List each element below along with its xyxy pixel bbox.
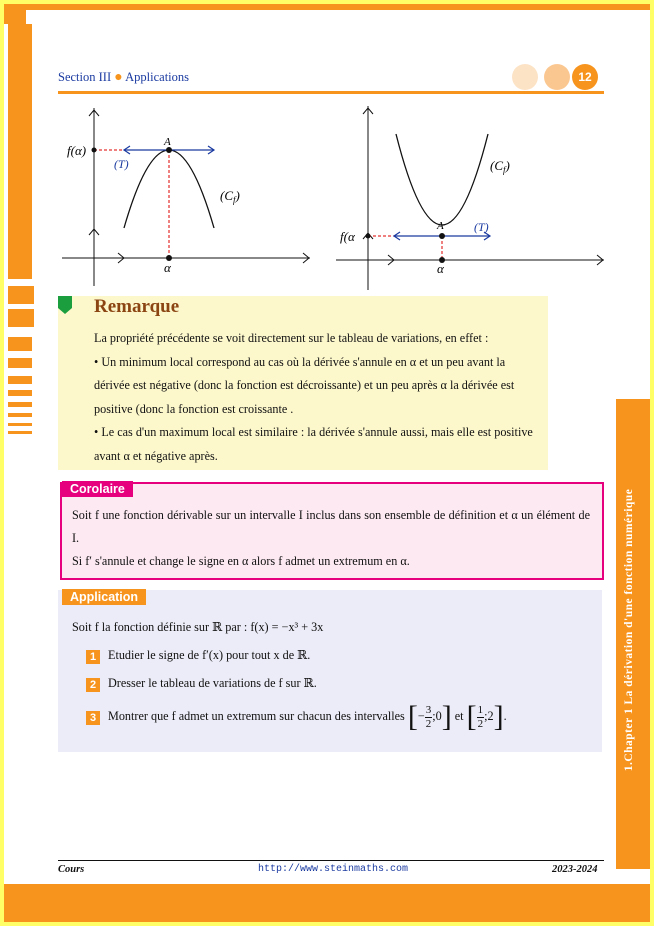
top-decoration-line xyxy=(26,4,650,10)
corollary-body xyxy=(72,504,590,573)
remark-bullet-min: • Un minimum local correspond au cas où la dérivée s'annule en α et un peu avant la dérivée est négative (donc la fonction est décroissante) et un peu après α la dérivée est positive (donc la fonction est croissante . xyxy=(94,354,515,416)
decor-circle-light xyxy=(512,64,538,90)
application-intro: Soit f la fonction définie sur ℝ par : f(x) = −x³ + 3x xyxy=(72,620,324,634)
fraction-den: 2 xyxy=(477,717,484,730)
chapter-side-title: 1.Chapter 1 La dérivation d'une fonction numérique xyxy=(623,488,635,772)
label-f-alpha: f(α) xyxy=(67,143,87,158)
interval1-end: ;0 xyxy=(432,708,442,723)
label-curve: $(C_f)$ xyxy=(220,188,240,205)
remark-bullet-max: • Le cas d'un maximum local est similaire : la dérivée s'annule aussi, mais elle est positive avant α et négative après. xyxy=(94,425,533,463)
remark-body xyxy=(94,327,539,468)
curve-cf xyxy=(396,134,488,225)
bottom-decoration xyxy=(4,884,650,922)
header-rule xyxy=(58,91,604,94)
interval-open-bracket: [ xyxy=(407,700,418,733)
label-alpha: α xyxy=(437,261,444,276)
fraction-den: 2 xyxy=(425,717,432,730)
interval1-sign: − xyxy=(417,708,425,723)
corollary-line1: Soit f une fonction dérivable sur un intervalle I inclus dans son ensemble de définition et α un élément de I. xyxy=(72,508,590,545)
decor-circle-mid xyxy=(544,64,570,90)
figure-local-minimum xyxy=(334,100,614,295)
interval-close-bracket: ] xyxy=(493,700,504,733)
label-tangent: (T) xyxy=(114,157,129,171)
corollary-line2: Si f′ s'annule et change le signe en α alors f admet un extremum en α. xyxy=(72,554,410,568)
item-number: 2 xyxy=(86,678,100,692)
figure-local-maximum xyxy=(58,100,318,290)
top-decoration xyxy=(4,4,26,24)
remark-intro: La propriété précédente se voit directement sur le tableau de variations, en effet : xyxy=(94,331,489,345)
item-text: Dresser le tableau de variations de f sur ℝ. xyxy=(108,676,317,690)
footer-rule xyxy=(58,860,604,861)
exercise-item-3: 3 Montrer que f admet un extremum sur chacun des intervalles [− $\frac{3}{2}$ ;0] et [ $\frac{1}{2}$ ;2]. xyxy=(86,702,507,732)
label-f-alpha: f(α xyxy=(340,229,355,244)
remark-title: Remarque xyxy=(94,296,180,317)
corollary-label: Corolaire xyxy=(62,481,133,497)
label-curve: $(C_f)$ xyxy=(490,158,510,175)
interval-conjunction: et xyxy=(454,708,464,723)
label-tangent: (T) xyxy=(474,220,489,234)
fraction-num: 3 xyxy=(425,703,432,716)
left-decoration-strip xyxy=(8,24,32,279)
application-label: Application xyxy=(62,589,146,605)
interval-close-bracket: ] xyxy=(441,700,452,733)
bullet-dot-icon: ● xyxy=(114,70,123,85)
section-label: Section III xyxy=(58,70,112,84)
label-a: A xyxy=(437,220,444,232)
fraction-num: 1 xyxy=(477,703,484,716)
item-number: 3 xyxy=(86,711,100,725)
exercise-item-1 xyxy=(86,648,310,664)
interval2-fraction xyxy=(477,704,485,731)
interval2-end: ;2 xyxy=(484,708,494,723)
interval-open-bracket: [ xyxy=(466,700,477,733)
section-title: Applications xyxy=(125,70,190,84)
item-text: Montrer que f admet un extremum sur chacun des intervalles xyxy=(108,708,405,723)
footer-label: Cours xyxy=(58,864,85,875)
label-alpha: α xyxy=(164,260,171,275)
label-a: A xyxy=(164,136,171,148)
exercise-item-2 xyxy=(86,676,317,692)
footer-year: 2023-2024 xyxy=(552,864,598,875)
page-number: 12 xyxy=(572,64,598,90)
item-number: 1 xyxy=(86,650,100,664)
section-header xyxy=(58,70,189,86)
item-text: Etudier le signe de f′(x) pour tout x de ℝ. xyxy=(108,648,311,662)
remark-marker-icon xyxy=(58,296,72,314)
footer-url-link[interactable]: http://www.steinmaths.com xyxy=(258,864,409,875)
